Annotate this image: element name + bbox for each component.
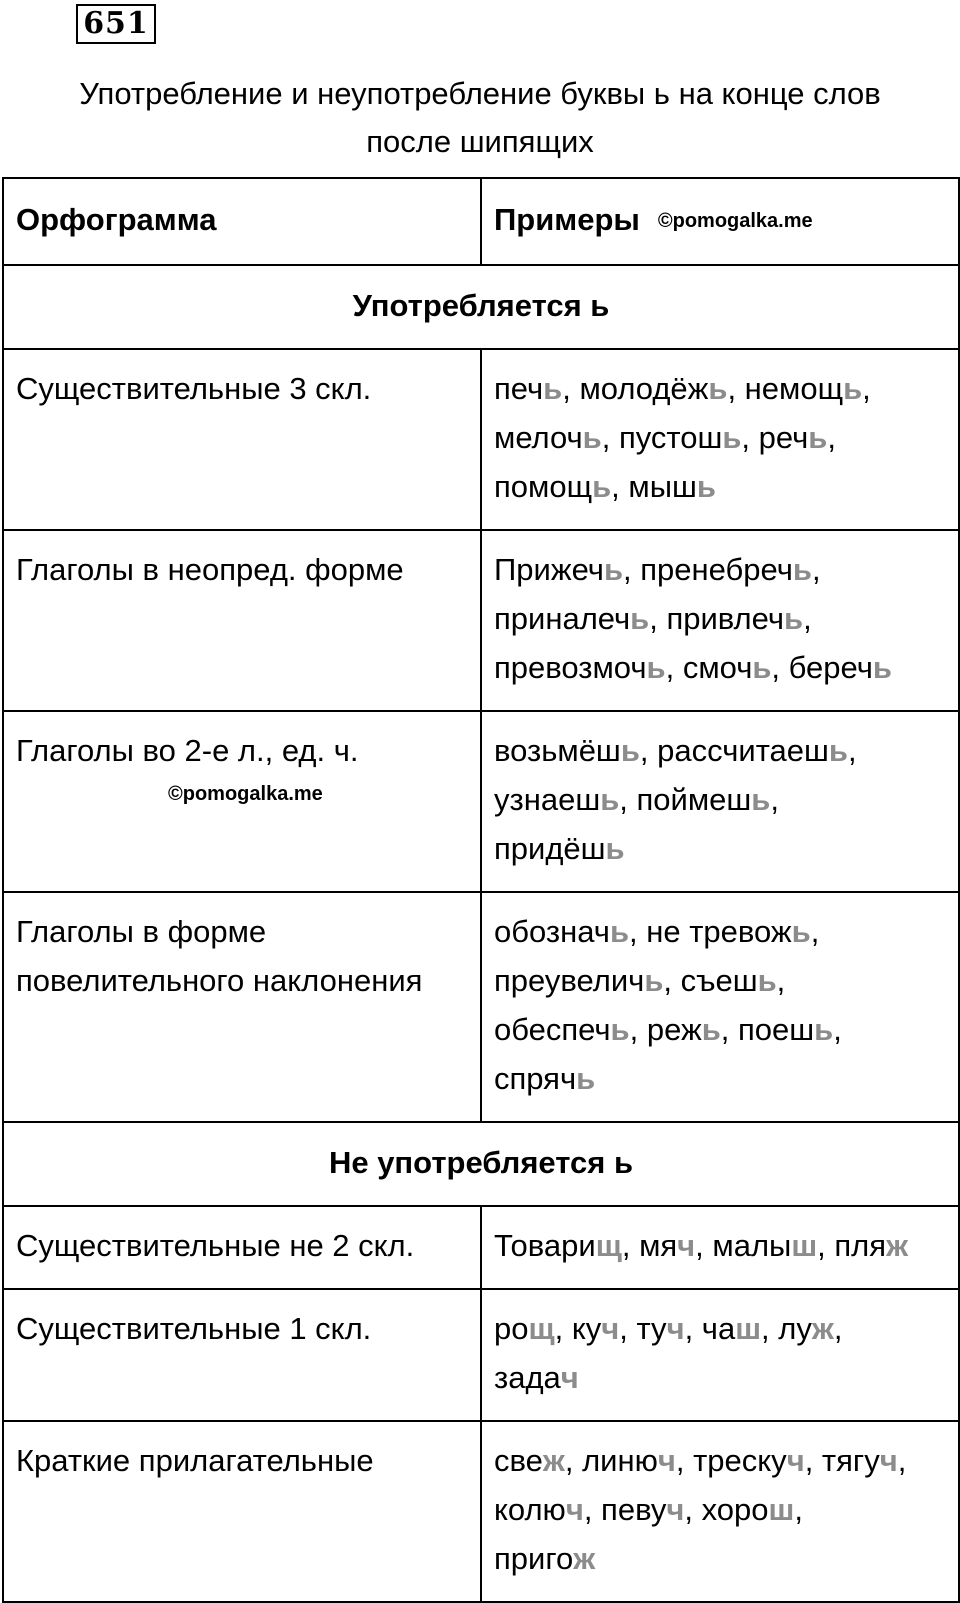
highlighted-letter: ч <box>601 1311 620 1346</box>
highlighted-letter: ь <box>872 650 892 685</box>
highlighted-letter: ь <box>605 831 625 866</box>
rule-cell <box>3 892 481 1122</box>
example-text: , <box>897 1443 907 1478</box>
examples-cell <box>481 530 959 711</box>
examples-cell <box>481 711 959 892</box>
table-row <box>3 1206 959 1289</box>
highlighted-letter: ь <box>620 733 640 768</box>
examples-line <box>494 413 946 462</box>
example-text: , реч <box>741 420 809 455</box>
watermark: ©pomogalka.me <box>657 210 813 232</box>
rule-text: Краткие прилагательные <box>16 1443 374 1478</box>
highlighted-letter: ь <box>543 371 563 406</box>
highlighted-letter: ь <box>603 552 624 587</box>
highlighted-letter: ь <box>752 650 772 685</box>
examples-line <box>494 1221 946 1270</box>
highlighted-letter: ь <box>696 469 716 504</box>
example-text: приго <box>494 1541 574 1576</box>
example-text: узнаеш <box>494 782 601 817</box>
highlighted-letter: ш <box>791 1228 818 1263</box>
example-text: ро <box>494 1311 529 1346</box>
header-examples-label: Примеры <box>494 202 640 237</box>
examples-cell <box>481 349 959 530</box>
exercise-number: 651 <box>76 4 156 44</box>
example-text: приналеч <box>494 601 631 636</box>
rule-cell <box>3 1421 481 1602</box>
example-text: Товари <box>494 1228 596 1263</box>
example-text: , съеш <box>663 963 758 998</box>
table-row <box>3 711 959 892</box>
highlighted-letter: ж <box>886 1228 909 1263</box>
example-text: , поеш <box>720 1012 815 1047</box>
example-text: печ <box>494 371 544 406</box>
title-line-2: после шипящих <box>366 124 594 159</box>
example-text: , певу <box>583 1492 667 1527</box>
examples-line <box>494 643 946 692</box>
example-text: , береч <box>771 650 873 685</box>
highlighted-letter: ь <box>576 1061 596 1096</box>
rule-cell <box>3 530 481 711</box>
example-text: , <box>811 552 821 587</box>
section-row <box>3 265 959 349</box>
example-text: , линю <box>564 1443 658 1478</box>
examples-line <box>494 545 946 594</box>
highlighted-letter: ч <box>560 1360 579 1395</box>
example-text: , пренебреч <box>623 552 793 587</box>
example-text: , ку <box>554 1311 602 1346</box>
highlighted-letter: ь <box>630 601 650 636</box>
examples-cell <box>481 1206 959 1289</box>
examples-line <box>494 726 946 775</box>
example-text: зада <box>494 1360 561 1395</box>
rule-text: Существительные 3 скл. <box>16 371 372 406</box>
example-text: , смоч <box>665 650 753 685</box>
highlighted-letter: ь <box>814 1012 834 1047</box>
rule-text: повелительного наклонения <box>16 963 423 998</box>
rule-text: Глаголы в неопред. форме <box>16 552 404 587</box>
spelling-rules-table <box>2 177 960 1603</box>
examples-line <box>494 1436 946 1485</box>
examples-line <box>494 956 946 1005</box>
examples-line <box>494 594 946 643</box>
example-text: обеспеч <box>494 1012 611 1047</box>
highlighted-letter: ж <box>573 1541 596 1576</box>
table-row <box>3 530 959 711</box>
rule-cell <box>3 711 481 892</box>
examples-line <box>494 1353 946 1402</box>
highlighted-letter: ж <box>811 1311 834 1346</box>
example-text: колю <box>494 1492 566 1527</box>
examples-cell <box>481 1289 959 1421</box>
highlighted-letter: ь <box>828 733 848 768</box>
highlighted-letter: ь <box>701 1012 721 1047</box>
highlighted-letter: ь <box>808 420 828 455</box>
highlighted-letter: ь <box>843 371 863 406</box>
example-text: , <box>827 420 836 455</box>
highlighted-letter: ч <box>666 1311 685 1346</box>
example-text: , тягу <box>804 1443 880 1478</box>
example-text: , пустош <box>601 420 723 455</box>
example-text: , мыш <box>611 469 697 504</box>
examples-line <box>494 462 946 511</box>
example-text: све <box>494 1443 543 1478</box>
highlighted-letter: ь <box>646 650 666 685</box>
header-examples <box>481 178 959 265</box>
highlighted-letter: ь <box>600 782 620 817</box>
example-text: Прижеч <box>494 552 604 587</box>
highlighted-letter: ь <box>791 914 811 949</box>
example-text: , ту <box>619 1311 667 1346</box>
example-text: , <box>770 782 779 817</box>
examples-line <box>494 907 946 956</box>
example-text: , <box>833 1012 842 1047</box>
highlighted-letter: ш <box>768 1492 795 1527</box>
example-text: , пля <box>817 1228 887 1263</box>
header-rule-label: Орфограмма <box>16 202 217 237</box>
examples-line <box>494 1485 946 1534</box>
page-title <box>0 70 960 166</box>
highlighted-letter: ь <box>722 420 742 455</box>
example-text: , лу <box>761 1311 812 1346</box>
table-header-row <box>3 178 959 265</box>
example-text: , молодёж <box>562 371 709 406</box>
example-text: придёш <box>494 831 606 866</box>
rule-text: Глаголы во 2-е л., ед. ч. <box>16 733 359 768</box>
highlighted-letter: ь <box>609 914 629 949</box>
highlighted-letter: ч <box>879 1443 898 1478</box>
examples-cell <box>481 1421 959 1602</box>
highlighted-letter: ь <box>610 1012 630 1047</box>
highlighted-letter: ч <box>657 1443 676 1478</box>
examples-line <box>494 1054 946 1103</box>
example-text: , треску <box>675 1443 787 1478</box>
example-text: , малы <box>695 1228 792 1263</box>
example-text: возьмёш <box>494 733 621 768</box>
example-text: , <box>847 733 857 768</box>
header-rule <box>3 178 481 265</box>
examples-line <box>494 1304 946 1353</box>
examples-line <box>494 824 946 873</box>
examples-line <box>494 1534 946 1583</box>
watermark: ©pomogalka.me <box>168 783 323 805</box>
highlighted-letter: ч <box>565 1492 584 1527</box>
highlighted-letter: ь <box>757 963 777 998</box>
highlighted-letter: щ <box>528 1311 555 1346</box>
rule-cell <box>3 349 481 530</box>
example-text: превозмоч <box>494 650 647 685</box>
example-text: , привлеч <box>649 601 784 636</box>
highlighted-letter: ш <box>735 1311 762 1346</box>
example-text: спряч <box>494 1061 577 1096</box>
title-line-1: Употребление и неупотребление буквы ь на конце слов <box>79 76 881 111</box>
highlighted-letter: ч <box>666 1492 685 1527</box>
example-text: , не тревож <box>629 914 792 949</box>
examples-cell <box>481 892 959 1122</box>
highlighted-letter: щ <box>595 1228 622 1263</box>
highlighted-letter: ь <box>592 469 612 504</box>
rule-text: Существительные 1 скл. <box>16 1311 372 1346</box>
section-title: Употребляется ь <box>3 265 959 349</box>
example-text: , реж <box>629 1012 702 1047</box>
example-text: , поймеш <box>619 782 752 817</box>
highlighted-letter: ь <box>644 963 664 998</box>
rule-text: Глаголы в форме <box>16 914 267 949</box>
example-text: преувелич <box>494 963 645 998</box>
highlighted-letter: ч <box>786 1443 805 1478</box>
example-text: , <box>862 371 871 406</box>
example-text: , <box>810 914 820 949</box>
highlighted-letter: ж <box>542 1443 565 1478</box>
example-text: , мя <box>621 1228 678 1263</box>
example-text: помощ <box>494 469 593 504</box>
example-text: , <box>803 601 812 636</box>
example-text: , <box>794 1492 803 1527</box>
example-text: обознач <box>494 914 610 949</box>
example-text: мелоч <box>494 420 583 455</box>
rule-cell <box>3 1289 481 1421</box>
example-text: , ча <box>684 1311 736 1346</box>
examples-line <box>494 364 946 413</box>
highlighted-letter: ь <box>582 420 602 455</box>
highlighted-letter: ь <box>751 782 771 817</box>
example-text: , рассчитаеш <box>639 733 829 768</box>
section-title: Не употребляется ь <box>3 1122 959 1206</box>
table-row <box>3 1289 959 1421</box>
rule-cell <box>3 1206 481 1289</box>
highlighted-letter: ч <box>677 1228 696 1263</box>
rule-text: Существительные не 2 скл. <box>16 1228 415 1263</box>
section-row <box>3 1122 959 1206</box>
table-row <box>3 349 959 530</box>
examples-line <box>494 775 946 824</box>
table-row <box>3 1421 959 1602</box>
example-text: , <box>833 1311 843 1346</box>
highlighted-letter: ь <box>784 601 804 636</box>
highlighted-letter: ь <box>792 552 812 587</box>
highlighted-letter: ь <box>708 371 728 406</box>
example-text: , <box>776 963 786 998</box>
example-text: , немощ <box>727 371 844 406</box>
example-text: , хоро <box>684 1492 769 1527</box>
examples-line <box>494 1005 946 1054</box>
table-row <box>3 892 959 1122</box>
